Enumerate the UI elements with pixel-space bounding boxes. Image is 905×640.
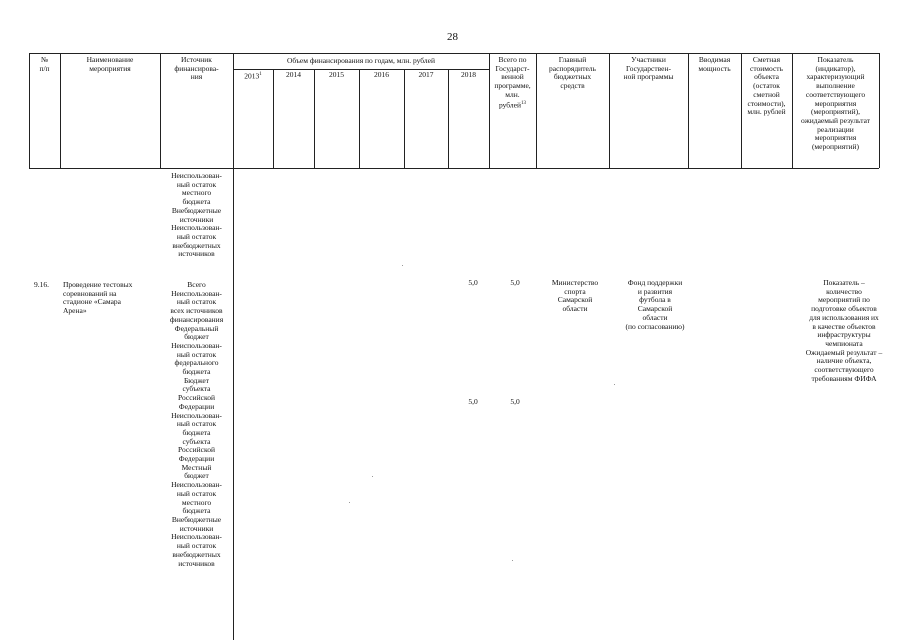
total-2018-value: 5,0: [468, 278, 478, 287]
col-rule: [314, 69, 315, 168]
year-2013: 2013$^1$: [244, 71, 262, 81]
scan-speck: [372, 476, 373, 477]
header-name: Наименование мероприятия: [86, 55, 134, 73]
subject-2018-value: 5,0: [468, 397, 478, 406]
header-total: Всего по Государст- венной программе, млн. рублей$^{13}$: [494, 55, 531, 110]
row-participants: Фонд поддержки и развития футбола в Самарской области (по согласованию): [625, 278, 685, 331]
year-2015: 2015: [329, 70, 344, 79]
sources-continuation: Неиспользован- ный остаток местного бюджета Внебюджетные источники Неиспользован- ный остаток внебюджетных источников: [171, 171, 222, 259]
row-number: 9.16.: [34, 280, 49, 289]
row-name: Проведение тестовых соревнований на стадионе «Самара Арена»: [63, 280, 133, 316]
year-2014: 2014: [286, 70, 301, 79]
total-all-value: 5,0: [510, 278, 520, 287]
header-indicator: Показатель (индикатор), характеризующий выполнение соответствующего мероприятия (мероприятий), ожидаемый результат реализации мероприятия (мероприятий): [801, 55, 870, 152]
year-2018: 2018: [461, 70, 476, 79]
header-distributor: Главный распорядитель бюджетных средств: [549, 55, 596, 91]
table-top-rule: [29, 53, 879, 54]
years-subheader-rule: [233, 69, 489, 70]
year-2016: 2016: [374, 70, 389, 79]
row-sources: Всего Неиспользован- ный остаток всех источников финансирования Федеральный бюджет Неиспользован- ный остаток федерального бюджета Бюджет субъекта Российской Федерации Неиспользован- ный остаток бюджета субъекта Российской Федерации Местный бюджет Неиспользован- ный остаток местного бюджета Внебюджетные источники Неиспользован- ный остаток внебюджетных источников: [169, 280, 224, 568]
header-estimate: Сметная стоимость объекта (остаток сметной стоимости), млн. рублей: [747, 55, 786, 117]
subject-all-value: 5,0: [510, 397, 520, 406]
col-rule: [273, 69, 274, 168]
col-rule: [879, 53, 880, 168]
header-source: Источник финансирова- ния: [174, 55, 219, 82]
header-bottom-rule: [29, 168, 879, 169]
row-indicator: Показатель – количество мероприятий по подготовке объектов для использования их в качестве объектов инфраструктуры чемпионата Ожидаемый результат – наличие объекта, соответствующего требованиям ФИФА: [805, 278, 883, 383]
header-participants: Участники Государствен- ной программы: [623, 55, 674, 82]
page-number: 28: [447, 31, 458, 43]
scan-speck: [614, 384, 615, 385]
col-rule: [404, 69, 405, 168]
scan-speck: [512, 560, 513, 561]
header-volume: Объем финансирования по годам, млн. рублей: [286, 56, 436, 65]
header-capacity: Вводимая мощность: [698, 55, 731, 73]
row-distributor: Министерство спорта Самарской области: [551, 278, 599, 314]
col-rule: [359, 69, 360, 168]
header-no: № п/п: [39, 55, 50, 73]
col-rule: [233, 53, 234, 640]
year-2017: 2017: [418, 70, 434, 79]
scan-speck: [349, 502, 350, 503]
scan-speck: [402, 265, 403, 266]
col-rule: [448, 69, 449, 168]
